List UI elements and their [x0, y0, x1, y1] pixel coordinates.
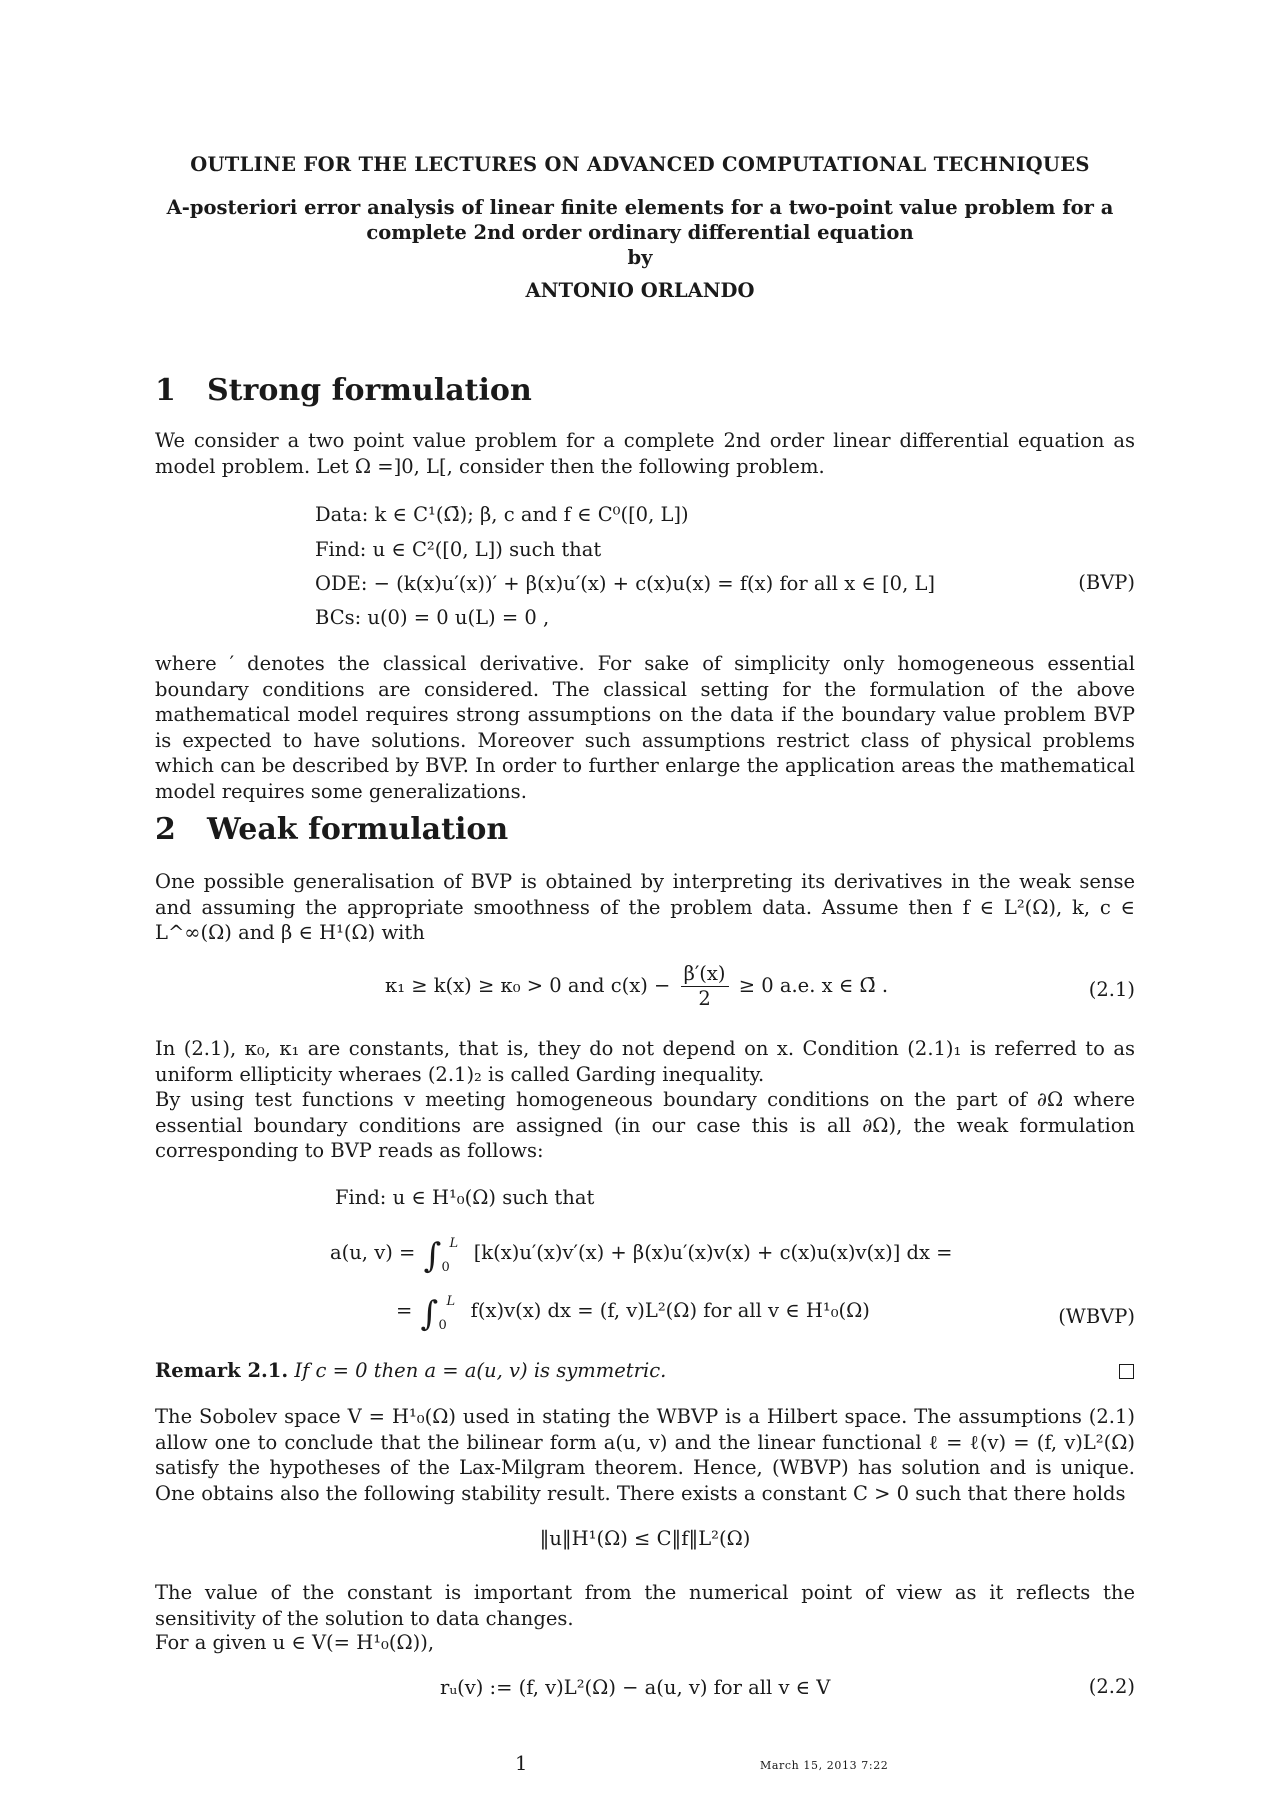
section-1-paragraph: where ′ denotes the classical derivative. For sake of simplicity only homogeneous essential boundary conditions are considered. The classical setting for the formulation of the above mathematical model requires strong assumptions on the data if the boundary value problem BVP is expected to have solutions. Moreover such assumptions restrict class of physical problems which can be described by BVP. In order to further enlarge the application areas the mathematical model requires some generalizations.: [155, 652, 1135, 803]
integral-limits: [438, 1294, 464, 1333]
integral-sign: ∫: [423, 1236, 442, 1276]
section-2-heading: [155, 812, 508, 847]
section-2-intro: One possible generalisation of BVP is obtained by interpreting its derivatives in the weak sense and assuming the appropriate smoothness of the problem data. Assume then f ∈ L²(Ω), k, c ∈ L^∞(Ω) and β ∈ H¹(Ω) with: [155, 870, 1135, 944]
section-2-paragraph-6: For a given u ∈ V(= H¹₀(Ω)),: [155, 1631, 435, 1654]
weak-find-line: Find: u ∈ H¹₀(Ω) such that: [335, 1186, 595, 1209]
remark-2-1: [155, 1358, 1135, 1384]
page-number: 1: [515, 1752, 528, 1775]
qed-square-icon: [1119, 1364, 1134, 1379]
rhs-equation-integrand: f(x)v(x) dx = (f, v)L²(Ω) for all v ∈ H¹₀(Ω): [470, 1299, 870, 1322]
equation-2-2: rᵤ(v) := (f, v)L²(Ω) − a(u, v) for all v ∈ V: [440, 1676, 831, 1699]
bvp-data-line: Data: k ∈ C¹(Ω̄); β, c and f ∈ C⁰([0, L]): [315, 503, 689, 526]
integral-upper-limit: L: [446, 1294, 456, 1309]
subtitle-line-1: A-posteriori error analysis of linear finite elements for a two-point value problem for a: [166, 196, 1114, 219]
section-1-heading: [155, 373, 532, 408]
equation-2-1-left: κ₁ ≥ k(x) ≥ κ₀ > 0 and c(x) −: [385, 974, 671, 997]
subtitle-by: by: [627, 246, 653, 269]
stability-estimate: ‖u‖H¹(Ω) ≤ C‖f‖L²(Ω): [539, 1527, 751, 1550]
bilinear-form-equation: [330, 1236, 953, 1276]
equation-2-2-tag: (2.2): [1088, 1675, 1135, 1698]
document-subtitle: [140, 195, 1140, 270]
integral-sign: ∫: [420, 1294, 439, 1334]
integral-lower-limit: 0: [438, 1317, 447, 1333]
section-1-intro: We consider a two point value problem for a complete 2nd order linear differential equation as model problem. Let Ω =]0, L[, consider then the following problem.: [155, 429, 1135, 478]
bvp-tag: (BVP): [1078, 571, 1135, 594]
fraction-denominator: 2: [698, 987, 711, 1010]
section-1-number: 1: [155, 373, 176, 408]
rhs-equation-lhs: =: [396, 1299, 413, 1322]
bilinear-form-integrand: [k(x)u′(x)v′(x) + β(x)u′(x)v(x) + c(x)u(x)v(x)] dx =: [473, 1241, 953, 1264]
rhs-equation: [396, 1294, 870, 1334]
bvp-bcs-line: BCs: u(0) = 0 u(L) = 0 ,: [315, 606, 550, 629]
equation-2-1-fraction: [681, 962, 729, 1011]
bvp-ode-line: ODE: − (k(x)u′(x))′ + β(x)u′(x) + c(x)u(x) = f(x) for all x ∈ [0, L]: [315, 572, 936, 595]
section-2-paragraph-3: By using test functions v meeting homogeneous boundary conditions on the part of ∂Ω where essential boundary conditions are assigned (in our case this is all ∂Ω), the weak formulation corresponding to BVP reads as follows:: [155, 1088, 1135, 1162]
equation-2-1-tag: (2.1): [1088, 978, 1135, 1001]
subtitle-line-2: complete 2nd order ordinary differential equation: [366, 221, 914, 244]
wbvp-tag: (WBVP): [1058, 1305, 1135, 1328]
remark-label: Remark 2.1.: [155, 1359, 289, 1382]
equation-2-1: [385, 962, 888, 1011]
author-name: ANTONIO ORLANDO: [525, 279, 755, 302]
integral-lower-limit: 0: [441, 1259, 450, 1275]
bvp-find-line: Find: u ∈ C²([0, L]) such that: [315, 538, 602, 561]
section-1-title: Strong formulation: [207, 373, 532, 408]
section-2-paragraph-4: The Sobolev space V = H¹₀(Ω) used in stating the WBVP is a Hilbert space. The assumptions (2.1) allow one to conclude that the bilinear form a(u, v) and the linear functional ℓ = ℓ(v) = (f, v)L²(Ω) satisfy the hypotheses of the Lax-Milgram theorem. Hence, (WBVP) has solution and is unique. One obtains also the following stability result. There exists a constant C > 0 such that there holds: [155, 1405, 1135, 1505]
integral-limits: [441, 1236, 467, 1275]
equation-2-1-right: ≥ 0 a.e. x ∈ Ω̄ .: [738, 974, 889, 997]
footer-date: March 15, 2013 7:22: [760, 1759, 889, 1772]
integral-upper-limit: L: [449, 1236, 459, 1251]
bilinear-form-lhs: a(u, v) =: [330, 1241, 416, 1264]
section-2-paragraph-2: In (2.1), κ₀, κ₁ are constants, that is, they do not depend on x. Condition (2.1)₁ is referred to as uniform ellipticity wheraes (2.1)₂ is called Garding inequality.: [155, 1037, 1135, 1086]
fraction-numerator: β′(x): [681, 962, 729, 987]
remark-text: If c = 0 then a = a(u, v) is symmetric.: [294, 1359, 667, 1382]
document-title: OUTLINE FOR THE LECTURES ON ADVANCED COMPUTATIONAL TECHNIQUES: [190, 153, 1090, 176]
section-2-number: 2: [155, 812, 176, 847]
section-2-paragraph-5: The value of the constant is important from the numerical point of view as it reflects the sensitivity of the solution to data changes.: [155, 1581, 1135, 1630]
section-2-title: Weak formulation: [207, 812, 509, 847]
